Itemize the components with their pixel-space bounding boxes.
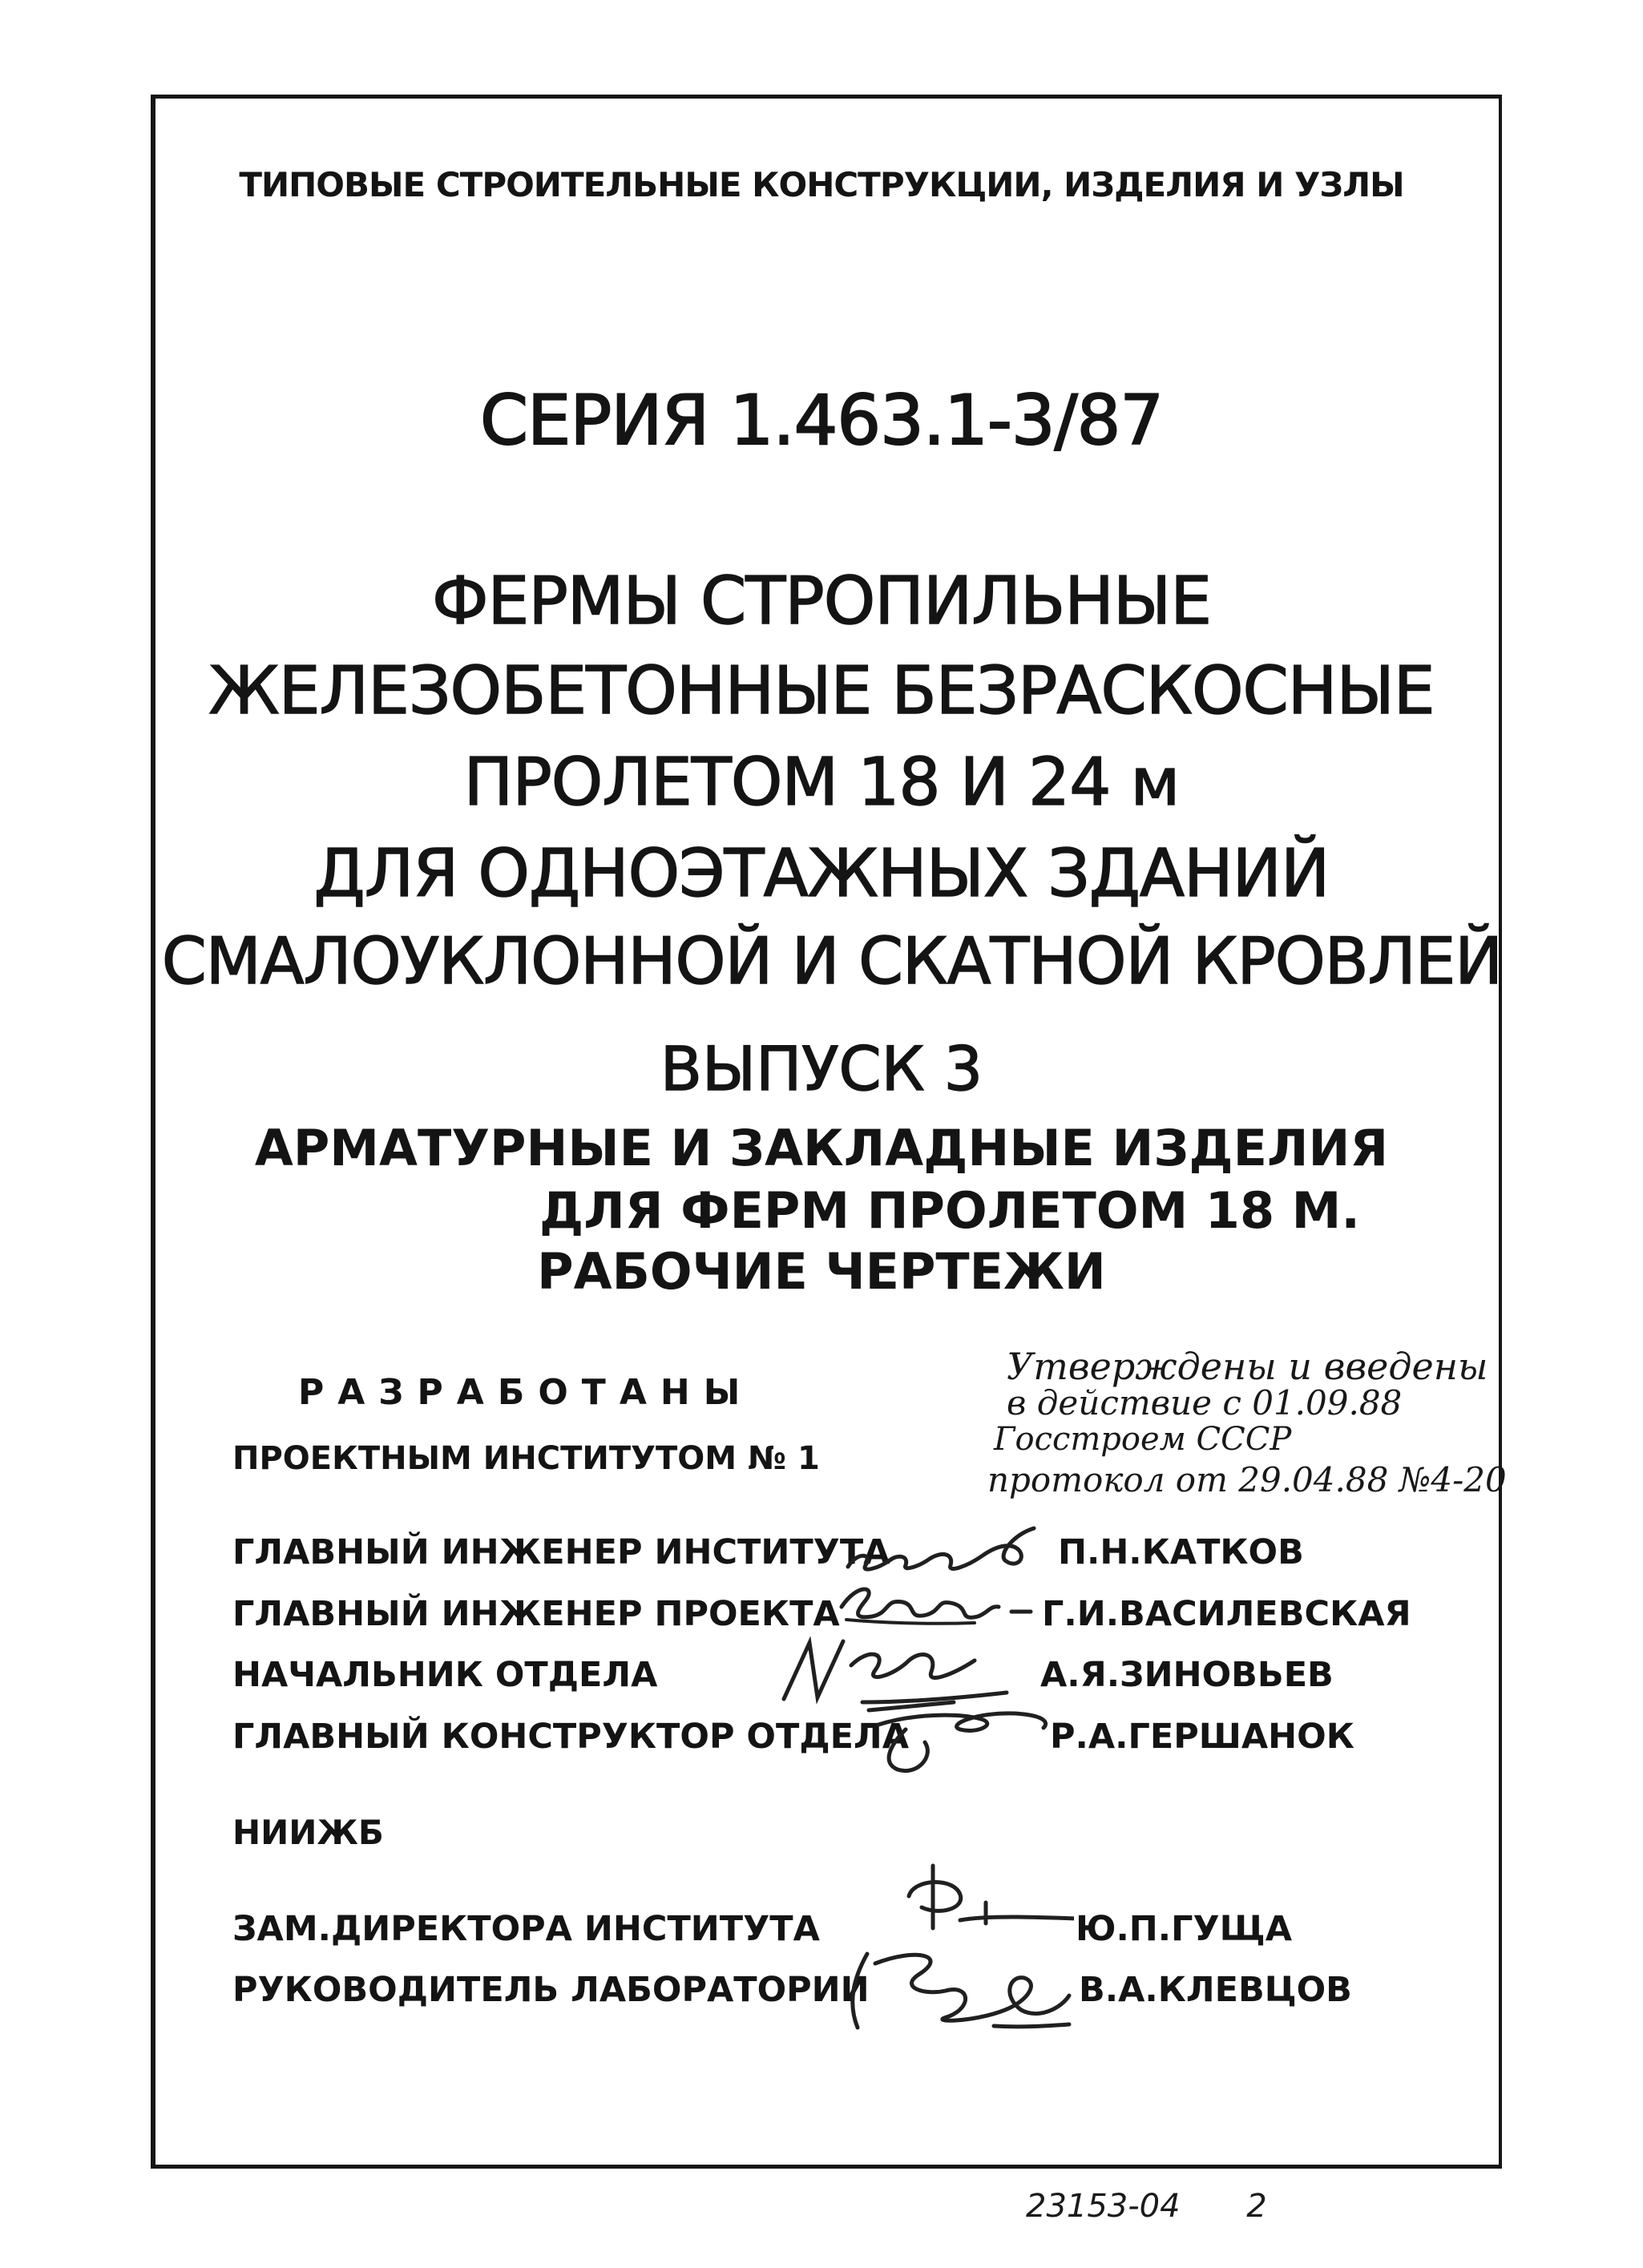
title-line-3: ПРОЛЕТОМ 18 И 24 м — [463, 745, 1180, 821]
signature-katkov — [842, 1519, 1066, 1583]
issue-title: ВЫПУСК 3 — [660, 1033, 983, 1104]
staff2-name-1: Ю.П.ГУЩА — [1076, 1909, 1292, 1949]
signature-gershanok — [858, 1689, 1066, 1778]
staff-name-3: А.Я.ЗИНОВЬЕВ — [1040, 1655, 1334, 1695]
subtitle-line-2: ДЛЯ ФЕРМ ПРОЛЕТОМ 18 М. — [539, 1181, 1360, 1240]
developer-institute: ПРОЕКТНЫМ ИНСТИТУТОМ № 1 — [232, 1440, 820, 1477]
staff-role-1: ГЛАВНЫЙ ИНЖЕНЕР ИНСТИТУТА — [232, 1532, 890, 1572]
staff2-role-1: ЗАМ.ДИРЕКТОРА ИНСТИТУТА — [232, 1909, 820, 1949]
staff-name-2: Г.И.ВАСИЛЕВСКАЯ — [1042, 1594, 1411, 1634]
developed-label: РАЗРАБОТАНЫ — [298, 1372, 754, 1413]
subtitle-line-3: РАБОЧИЕ ЧЕРТЕЖИ — [537, 1242, 1106, 1301]
footer-page: 2 — [1246, 2188, 1267, 2225]
staff-name-4: Р.А.ГЕРШАНОК — [1050, 1717, 1354, 1757]
staff-role-3: НАЧАЛЬНИК ОТДЕЛА — [232, 1655, 658, 1695]
approval-line-2: в действие с 01.09.88 — [1007, 1383, 1403, 1423]
footer-number: 23153-04 — [1026, 2188, 1181, 2225]
signature-klevtsov — [829, 1939, 1093, 2036]
staff-role-4: ГЛАВНЫЙ КОНСТРУКТОР ОТДЕЛА — [232, 1717, 909, 1757]
series-title: СЕРИЯ 1.463.1-3/87 — [479, 381, 1164, 461]
title-line-2: ЖЕЛЕЗОБЕТОННЫЕ БЕЗРАСКОСНЫЕ — [208, 653, 1435, 729]
organization-label: НИИЖБ — [232, 1813, 384, 1852]
title-line-1: ФЕРМЫ СТРОПИЛЬНЫЕ — [431, 563, 1212, 640]
staff-name-1: П.Н.КАТКОВ — [1058, 1532, 1304, 1572]
title-line-5: СМАЛОУКЛОННОЙ И СКАТНОЙ КРОВЛЕЙ — [161, 924, 1503, 999]
subtitle-line-1: АРМАТУРНЫЕ И ЗАКЛАДНЫЕ ИЗДЕЛИЯ — [254, 1119, 1389, 1177]
approval-line-3: Госстроем СССР — [994, 1421, 1292, 1458]
staff2-role-2: РУКОВОДИТЕЛЬ ЛАБОРАТОРИИ — [232, 1970, 870, 2010]
title-line-4: ДЛЯ ОДНОЭТАЖНЫХ ЗДАНИЙ — [313, 836, 1330, 912]
signature-vasilevskaya — [834, 1575, 1050, 1631]
footer-inventory — [1026, 2188, 1267, 2225]
staff2-name-2: В.А.КЛЕВЦОВ — [1079, 1970, 1352, 2010]
approval-line-4: протокол от 29.04.88 №4-20 — [987, 1460, 1507, 1499]
header-text: ТИПОВЫЕ СТРОИТЕЛЬНЫЕ КОНСТРУКЦИИ, ИЗДЕЛИЯ И УЗЛЫ — [239, 165, 1404, 204]
staff-role-2: ГЛАВНЫЙ ИНЖЕНЕР ПРОЕКТА — [232, 1594, 840, 1634]
approval-line-1: Утверждены и введены — [1007, 1345, 1488, 1388]
